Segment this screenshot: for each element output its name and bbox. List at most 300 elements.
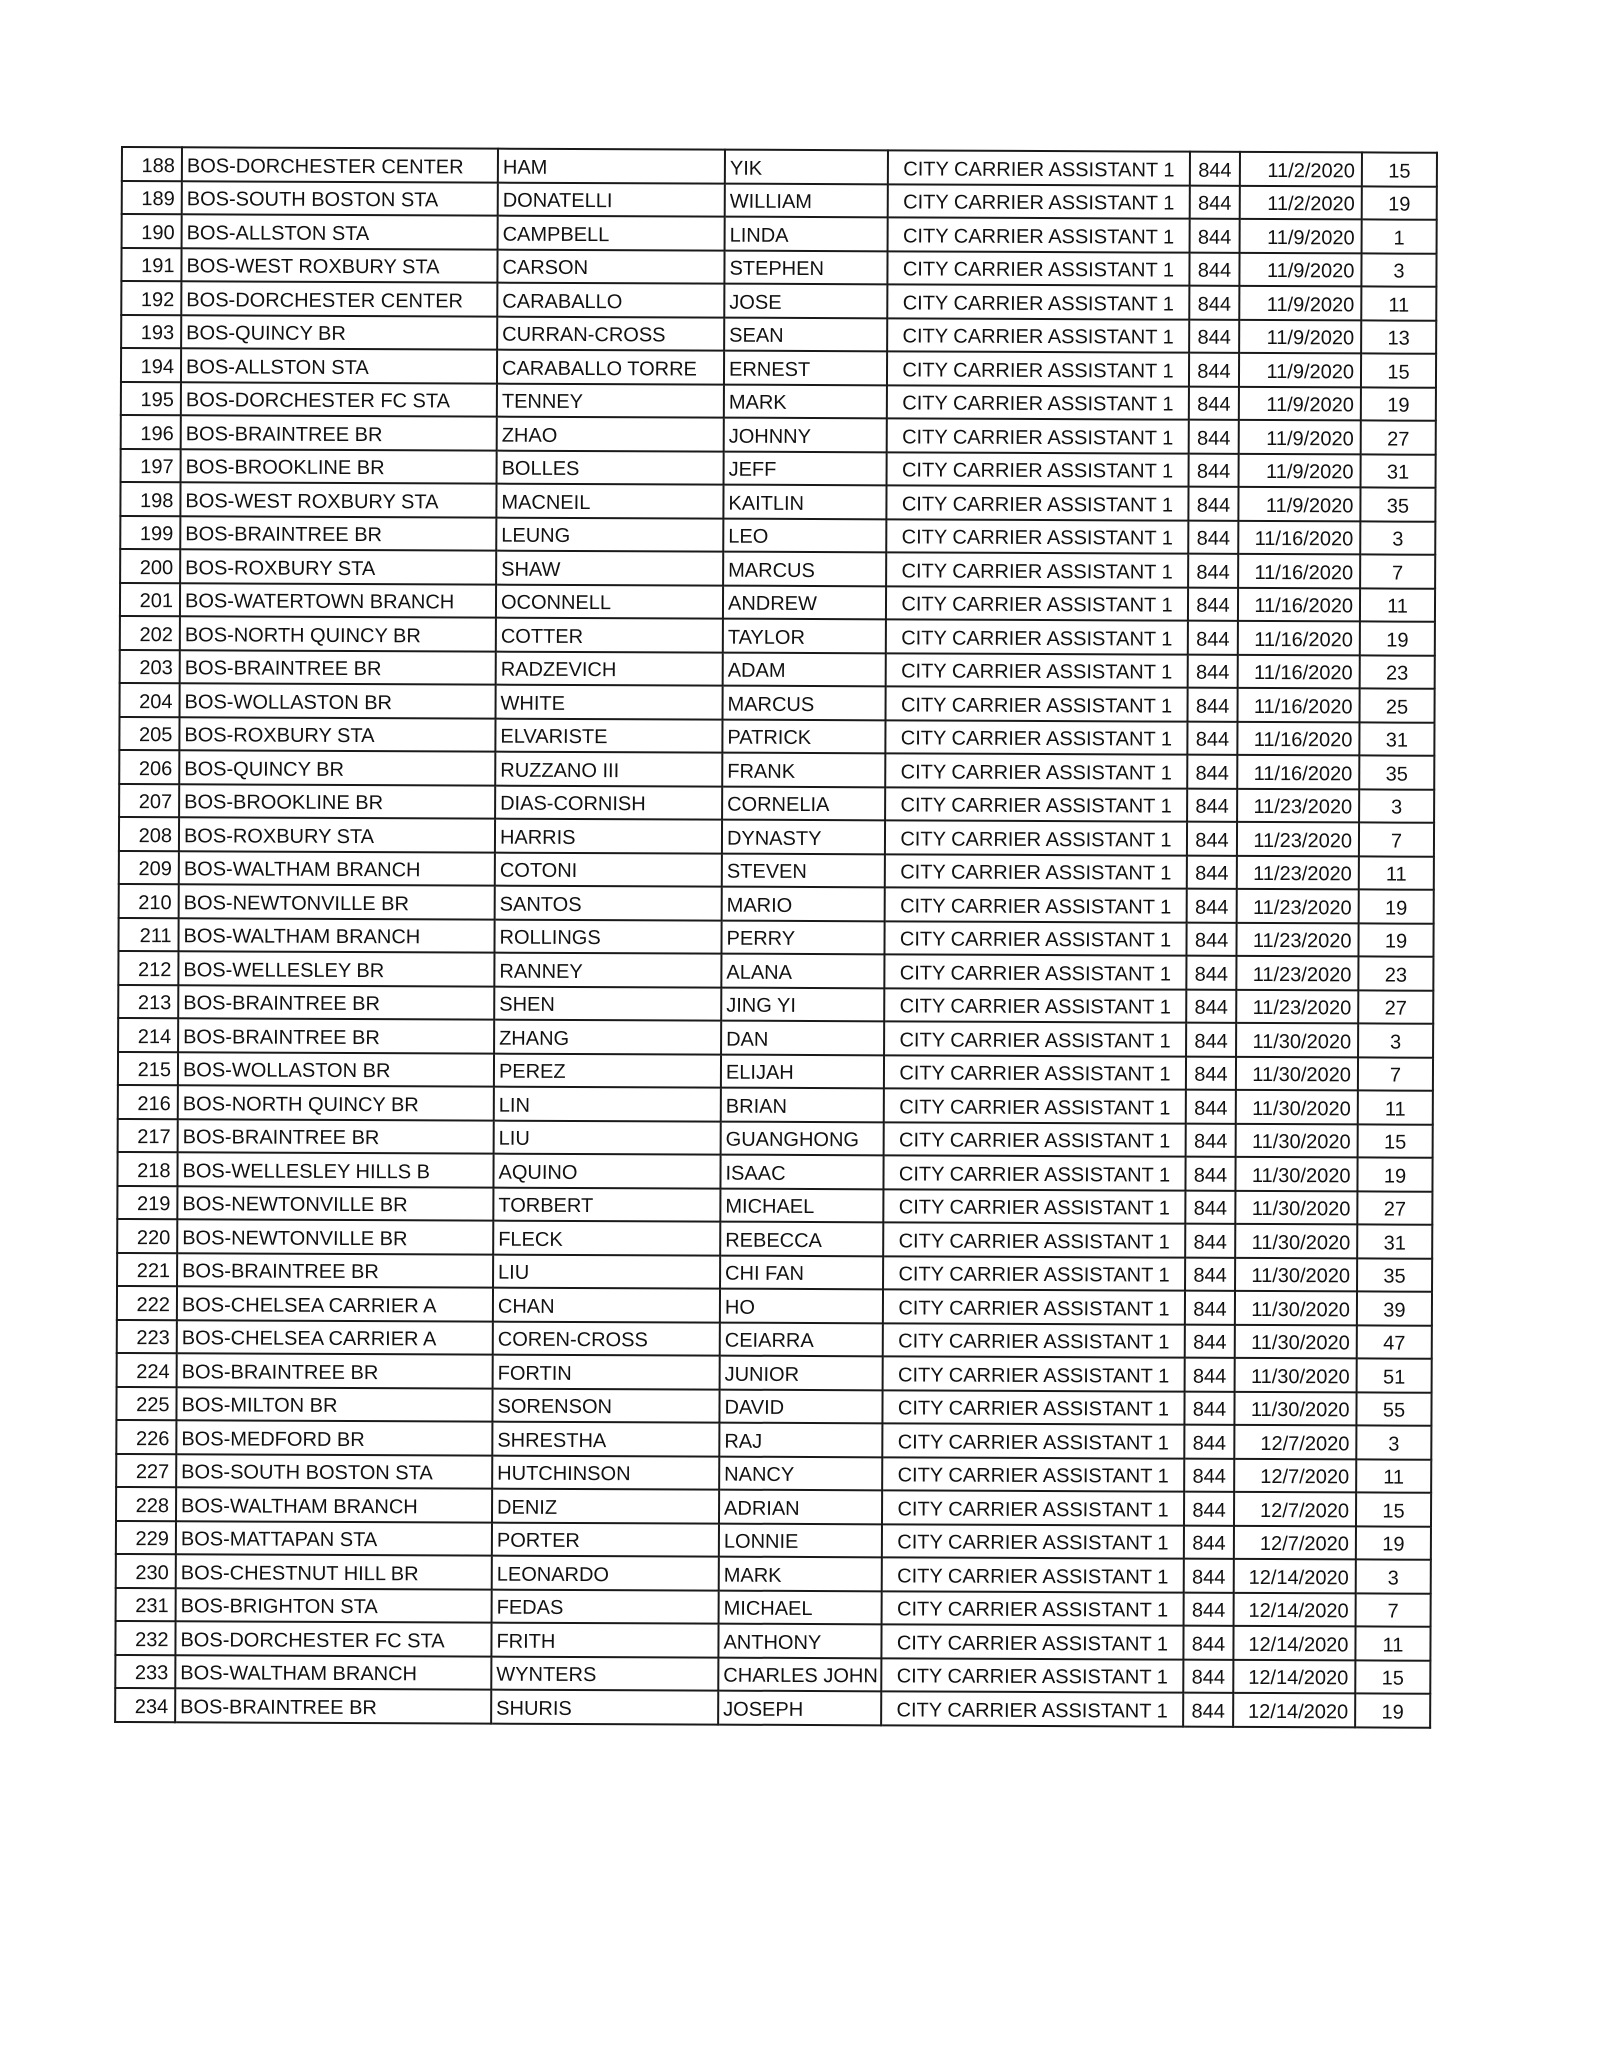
first-name-cell: ADRIAN — [719, 1490, 882, 1524]
table-row — [117, 1353, 1432, 1392]
row-number-cell: 215 — [118, 1051, 178, 1085]
number-cell: 19 — [1361, 387, 1436, 421]
row-number-cell: 231 — [116, 1587, 176, 1621]
first-name-cell: FRANK — [722, 753, 885, 787]
position-cell: CITY CARRIER ASSISTANT 1 — [887, 452, 1189, 487]
position-cell: CITY CARRIER ASSISTANT 1 — [886, 586, 1188, 621]
last-name-cell: CHAN — [493, 1288, 720, 1322]
last-name-cell: LEUNG — [496, 517, 723, 551]
office-cell: BOS-ROXBURY STA — [180, 549, 496, 584]
first-name-cell: ANDREW — [723, 585, 886, 619]
number-cell: 15 — [1356, 1492, 1431, 1526]
number-cell: 19 — [1360, 621, 1435, 655]
office-cell: BOS-DORCHESTER FC STA — [181, 382, 497, 417]
first-name-cell: PATRICK — [722, 719, 885, 753]
first-name-cell: MARIO — [722, 887, 885, 921]
row-number-cell: 190 — [122, 214, 182, 248]
table-row — [119, 750, 1434, 789]
date-cell: 11/9/2020 — [1239, 353, 1361, 387]
first-name-cell: JING YI — [721, 987, 884, 1021]
office-cell: BOS-BRAINTREE BR — [180, 516, 496, 551]
number-cell: 39 — [1357, 1291, 1432, 1325]
office-cell: BOS-CHELSEA CARRIER A — [177, 1286, 493, 1321]
date-cell: 11/16/2020 — [1238, 621, 1360, 655]
last-name-cell: MACNEIL — [496, 484, 723, 518]
last-name-cell: BOLLES — [497, 450, 724, 484]
code-cell: 844 — [1186, 956, 1236, 990]
code-cell: 844 — [1187, 889, 1237, 923]
position-cell: CITY CARRIER ASSISTANT 1 — [886, 552, 1188, 587]
office-cell: BOS-WALTHAM BRANCH — [175, 1655, 491, 1690]
date-cell: 11/2/2020 — [1240, 152, 1362, 186]
position-cell: CITY CARRIER ASSISTANT 1 — [882, 1423, 1184, 1458]
date-cell: 12/14/2020 — [1233, 1626, 1355, 1660]
table-row — [119, 884, 1434, 923]
last-name-cell: COTONI — [495, 852, 722, 886]
code-cell: 844 — [1184, 1391, 1234, 1425]
date-cell: 11/16/2020 — [1238, 654, 1360, 688]
row-number-cell: 224 — [117, 1353, 177, 1387]
code-cell: 844 — [1186, 989, 1236, 1023]
number-cell: 15 — [1358, 1124, 1433, 1158]
position-cell: CITY CARRIER ASSISTANT 1 — [882, 1390, 1184, 1425]
office-cell: BOS-ALLSTON STA — [181, 348, 497, 383]
number-cell: 15 — [1355, 1660, 1430, 1694]
table-row — [116, 1420, 1431, 1459]
date-cell: 12/7/2020 — [1234, 1458, 1356, 1492]
row-number-cell: 202 — [120, 616, 180, 650]
row-number-cell: 205 — [119, 716, 179, 750]
number-cell: 7 — [1359, 822, 1434, 856]
last-name-cell: COREN-CROSS — [493, 1321, 720, 1355]
number-cell: 3 — [1358, 1023, 1433, 1057]
date-cell: 11/16/2020 — [1238, 587, 1360, 621]
position-cell: CITY CARRIER ASSISTANT 1 — [884, 1055, 1186, 1090]
position-cell: CITY CARRIER ASSISTANT 1 — [886, 619, 1188, 654]
first-name-cell: STEPHEN — [724, 250, 887, 284]
code-cell: 844 — [1187, 855, 1237, 889]
code-cell: 844 — [1187, 822, 1237, 856]
first-name-cell: ANTHONY — [718, 1624, 881, 1658]
office-cell: BOS-NEWTONVILLE BR — [177, 1186, 493, 1221]
last-name-cell: ZHAO — [497, 417, 724, 451]
table-row — [121, 415, 1436, 454]
last-name-cell: HAM — [498, 149, 725, 183]
office-cell: BOS-NORTH QUINCY BR — [178, 1085, 494, 1120]
code-cell: 844 — [1188, 587, 1238, 621]
row-number-cell: 214 — [118, 1018, 178, 1052]
first-name-cell: STEVEN — [722, 853, 885, 887]
date-cell: 11/9/2020 — [1239, 286, 1361, 320]
code-cell: 844 — [1185, 1224, 1235, 1258]
number-cell: 7 — [1358, 1057, 1433, 1091]
number-cell: 11 — [1359, 856, 1434, 890]
code-cell: 844 — [1187, 788, 1237, 822]
position-cell: CITY CARRIER ASSISTANT 1 — [887, 284, 1189, 319]
last-name-cell: RUZZANO III — [495, 752, 722, 786]
row-number-cell: 196 — [121, 415, 181, 449]
date-cell: 11/16/2020 — [1238, 688, 1360, 722]
code-cell: 844 — [1187, 721, 1237, 755]
table-row — [120, 616, 1435, 655]
row-number-cell: 198 — [120, 482, 180, 516]
office-cell: BOS-BRAINTREE BR — [181, 415, 497, 450]
number-cell: 19 — [1357, 1157, 1432, 1191]
code-cell: 844 — [1188, 688, 1238, 722]
table-row — [118, 1085, 1433, 1124]
code-cell: 844 — [1188, 554, 1238, 588]
last-name-cell: CARABALLO — [497, 283, 724, 317]
table-row — [115, 1621, 1430, 1660]
table-row — [117, 1185, 1432, 1224]
row-number-cell: 212 — [118, 951, 178, 985]
table-row — [116, 1587, 1431, 1626]
position-cell: CITY CARRIER ASSISTANT 1 — [882, 1490, 1184, 1525]
office-cell: BOS-WOLLASTON BR — [178, 1052, 494, 1087]
table-row — [116, 1487, 1431, 1526]
table-body — [115, 147, 1437, 1727]
table-row — [119, 783, 1434, 822]
office-cell: BOS-WEST ROXBURY STA — [180, 482, 496, 517]
row-number-cell: 189 — [122, 181, 182, 215]
first-name-cell: MARCUS — [723, 686, 886, 720]
first-name-cell: BRIAN — [721, 1088, 884, 1122]
first-name-cell: GUANGHONG — [721, 1121, 884, 1155]
office-cell: BOS-DORCHESTER FC STA — [175, 1621, 491, 1656]
last-name-cell: FLECK — [493, 1221, 720, 1255]
code-cell: 844 — [1183, 1626, 1233, 1660]
number-cell: 47 — [1357, 1325, 1432, 1359]
position-cell: CITY CARRIER ASSISTANT 1 — [882, 1524, 1184, 1559]
position-cell: CITY CARRIER ASSISTANT 1 — [883, 1222, 1185, 1257]
last-name-cell: COTTER — [496, 618, 723, 652]
last-name-cell: SANTOS — [495, 886, 722, 920]
position-cell: CITY CARRIER ASSISTANT 1 — [887, 251, 1189, 286]
position-cell: CITY CARRIER ASSISTANT 1 — [888, 184, 1190, 219]
row-number-cell: 233 — [115, 1654, 175, 1688]
row-number-cell: 232 — [115, 1621, 175, 1655]
office-cell: BOS-MEDFORD BR — [176, 1420, 492, 1455]
office-cell: BOS-BROOKLINE BR — [181, 449, 497, 484]
position-cell: CITY CARRIER ASSISTANT 1 — [884, 921, 1186, 956]
first-name-cell: MARK — [724, 384, 887, 418]
table-row — [117, 1319, 1432, 1358]
last-name-cell: RADZEVICH — [496, 651, 723, 685]
date-cell: 11/30/2020 — [1235, 1224, 1357, 1258]
row-number-cell: 201 — [120, 583, 180, 617]
number-cell: 35 — [1360, 487, 1435, 521]
row-number-cell: 209 — [119, 850, 179, 884]
table-row — [115, 1688, 1430, 1727]
table-row — [119, 716, 1434, 755]
date-cell: 11/30/2020 — [1234, 1391, 1356, 1425]
office-cell: BOS-BRAINTREE BR — [180, 650, 496, 685]
table-row — [118, 917, 1433, 956]
position-cell: CITY CARRIER ASSISTANT 1 — [881, 1658, 1183, 1693]
position-cell: CITY CARRIER ASSISTANT 1 — [886, 485, 1188, 520]
code-cell: 844 — [1186, 1023, 1236, 1057]
position-cell: CITY CARRIER ASSISTANT 1 — [888, 217, 1190, 252]
table-row — [120, 482, 1435, 521]
position-cell: CITY CARRIER ASSISTANT 1 — [886, 653, 1188, 688]
date-cell: 11/30/2020 — [1236, 1023, 1358, 1057]
table-row — [115, 1654, 1430, 1693]
code-cell: 844 — [1188, 654, 1238, 688]
date-cell: 11/16/2020 — [1238, 554, 1360, 588]
date-cell: 11/23/2020 — [1236, 956, 1358, 990]
first-name-cell: LINDA — [725, 217, 888, 251]
position-cell: CITY CARRIER ASSISTANT 1 — [885, 787, 1187, 822]
table-row — [122, 214, 1437, 253]
last-name-cell: HUTCHINSON — [492, 1455, 719, 1489]
position-cell: CITY CARRIER ASSISTANT 1 — [883, 1189, 1185, 1224]
first-name-cell: ALANA — [721, 954, 884, 988]
number-cell: 11 — [1358, 1090, 1433, 1124]
last-name-cell: TORBERT — [493, 1187, 720, 1221]
position-cell: CITY CARRIER ASSISTANT 1 — [883, 1289, 1185, 1324]
number-cell: 13 — [1361, 320, 1436, 354]
first-name-cell: HO — [720, 1289, 883, 1323]
code-cell: 844 — [1184, 1525, 1234, 1559]
table-row — [122, 147, 1437, 186]
office-cell: BOS-WELLESLEY HILLS B — [177, 1152, 493, 1187]
table-row — [121, 248, 1436, 287]
last-name-cell: SORENSON — [492, 1388, 719, 1422]
last-name-cell: CAMPBELL — [498, 216, 725, 250]
code-cell: 844 — [1189, 353, 1239, 387]
table-row — [118, 1118, 1433, 1157]
number-cell: 11 — [1355, 1626, 1430, 1660]
table-row — [118, 1051, 1433, 1090]
date-cell: 11/9/2020 — [1239, 252, 1361, 286]
date-cell: 11/30/2020 — [1235, 1190, 1357, 1224]
table-row — [120, 549, 1435, 588]
date-cell: 11/9/2020 — [1239, 420, 1361, 454]
office-cell: BOS-SOUTH BOSTON STA — [176, 1454, 492, 1489]
first-name-cell: ISAAC — [720, 1155, 883, 1189]
date-cell: 11/23/2020 — [1237, 822, 1359, 856]
table-row — [118, 951, 1433, 990]
date-cell: 11/9/2020 — [1240, 219, 1362, 253]
office-cell: BOS-WALTHAM BRANCH — [179, 851, 495, 886]
table-row — [118, 984, 1433, 1023]
first-name-cell: MARCUS — [723, 552, 886, 586]
number-cell: 7 — [1356, 1593, 1431, 1627]
code-cell: 844 — [1190, 219, 1240, 253]
code-cell: 844 — [1185, 1190, 1235, 1224]
last-name-cell: ELVARISTE — [495, 718, 722, 752]
row-number-cell: 191 — [121, 248, 181, 282]
position-cell: CITY CARRIER ASSISTANT 1 — [881, 1691, 1183, 1726]
position-cell: CITY CARRIER ASSISTANT 1 — [888, 150, 1190, 185]
office-cell: BOS-DORCHESTER CENTER — [181, 281, 497, 316]
date-cell: 12/7/2020 — [1234, 1425, 1356, 1459]
table-row — [117, 1152, 1432, 1191]
date-cell: 11/23/2020 — [1236, 922, 1358, 956]
code-cell: 844 — [1189, 453, 1239, 487]
number-cell: 31 — [1359, 722, 1434, 756]
office-cell: BOS-SOUTH BOSTON STA — [182, 181, 498, 216]
position-cell: CITY CARRIER ASSISTANT 1 — [887, 351, 1189, 386]
first-name-cell: JEFF — [724, 451, 887, 485]
date-cell: 11/16/2020 — [1237, 721, 1359, 755]
date-cell: 11/30/2020 — [1236, 1090, 1358, 1124]
office-cell: BOS-BRAINTREE BR — [178, 1018, 494, 1053]
code-cell: 844 — [1186, 922, 1236, 956]
row-number-cell: 221 — [117, 1252, 177, 1286]
office-cell: BOS-WALTHAM BRANCH — [176, 1487, 492, 1522]
code-cell: 844 — [1184, 1592, 1234, 1626]
number-cell: 3 — [1361, 253, 1436, 287]
row-number-cell: 195 — [121, 382, 181, 416]
office-cell: BOS-NEWTONVILLE BR — [179, 884, 495, 919]
row-number-cell: 234 — [115, 1688, 175, 1722]
table-row — [121, 382, 1436, 421]
first-name-cell: MARK — [719, 1557, 882, 1591]
date-cell: 11/9/2020 — [1239, 319, 1361, 353]
code-cell: 844 — [1189, 252, 1239, 286]
row-number-cell: 213 — [118, 984, 178, 1018]
row-number-cell: 216 — [118, 1085, 178, 1119]
row-number-cell: 197 — [121, 449, 181, 483]
office-cell: BOS-BRAINTREE BR — [175, 1688, 491, 1723]
office-cell: BOS-BRAINTREE BR — [178, 1119, 494, 1154]
position-cell: CITY CARRIER ASSISTANT 1 — [882, 1557, 1184, 1592]
row-number-cell: 207 — [119, 783, 179, 817]
last-name-cell: ROLLINGS — [494, 919, 721, 953]
table-row — [119, 817, 1434, 856]
number-cell: 15 — [1361, 353, 1436, 387]
position-cell: CITY CARRIER ASSISTANT 1 — [886, 686, 1188, 721]
row-number-cell: 188 — [122, 147, 182, 181]
number-cell: 51 — [1357, 1358, 1432, 1392]
row-number-cell: 229 — [116, 1520, 176, 1554]
number-cell: 15 — [1362, 152, 1437, 186]
row-number-cell: 222 — [117, 1286, 177, 1320]
row-number-cell: 223 — [117, 1319, 177, 1353]
office-cell: BOS-DORCHESTER CENTER — [182, 147, 498, 182]
number-cell: 19 — [1362, 186, 1437, 220]
last-name-cell: DENIZ — [492, 1489, 719, 1523]
date-cell: 11/30/2020 — [1236, 1123, 1358, 1157]
first-name-cell: DYNASTY — [722, 820, 885, 854]
row-number-cell: 193 — [121, 315, 181, 349]
first-name-cell: MICHAEL — [719, 1590, 882, 1624]
last-name-cell: WHITE — [496, 685, 723, 719]
first-name-cell: PERRY — [721, 920, 884, 954]
last-name-cell: TENNEY — [497, 383, 724, 417]
last-name-cell: SHEN — [494, 986, 721, 1020]
date-cell: 12/7/2020 — [1234, 1492, 1356, 1526]
office-cell: BOS-NORTH QUINCY BR — [180, 616, 496, 651]
position-cell: CITY CARRIER ASSISTANT 1 — [884, 1088, 1186, 1123]
office-cell: BOS-BRAINTREE BR — [177, 1253, 493, 1288]
position-cell: CITY CARRIER ASSISTANT 1 — [885, 854, 1187, 889]
first-name-cell: YIK — [725, 150, 888, 184]
first-name-cell: JUNIOR — [720, 1356, 883, 1390]
date-cell: 11/9/2020 — [1239, 386, 1361, 420]
first-name-cell: ADAM — [723, 652, 886, 686]
first-name-cell: SEAN — [724, 317, 887, 351]
last-name-cell: SHRESTHA — [492, 1422, 719, 1456]
office-cell: BOS-WALTHAM BRANCH — [178, 918, 494, 953]
position-cell: CITY CARRIER ASSISTANT 1 — [885, 753, 1187, 788]
office-cell: BOS-BRAINTREE BR — [177, 1353, 493, 1388]
date-cell: 11/23/2020 — [1237, 855, 1359, 889]
office-cell: BOS-QUINCY BR — [179, 750, 495, 785]
number-cell: 19 — [1358, 923, 1433, 957]
office-cell: BOS-CHESTNUT HILL BR — [176, 1554, 492, 1589]
row-number-cell: 203 — [120, 649, 180, 683]
first-name-cell: CORNELIA — [722, 786, 885, 820]
number-cell: 11 — [1360, 588, 1435, 622]
code-cell: 844 — [1183, 1693, 1233, 1727]
code-cell: 844 — [1186, 1123, 1236, 1157]
code-cell: 844 — [1185, 1291, 1235, 1325]
position-cell: CITY CARRIER ASSISTANT 1 — [882, 1591, 1184, 1626]
number-cell: 35 — [1357, 1258, 1432, 1292]
position-cell: CITY CARRIER ASSISTANT 1 — [884, 988, 1186, 1023]
first-name-cell: ELIJAH — [721, 1054, 884, 1088]
position-cell: CITY CARRIER ASSISTANT 1 — [884, 1122, 1186, 1157]
row-number-cell: 210 — [119, 884, 179, 918]
row-number-cell: 227 — [116, 1453, 176, 1487]
last-name-cell: PORTER — [492, 1522, 719, 1556]
table-row — [121, 315, 1436, 354]
table-row — [121, 449, 1436, 488]
code-cell: 844 — [1186, 1090, 1236, 1124]
office-cell: BOS-WEST ROXBURY STA — [181, 248, 497, 283]
row-number-cell: 199 — [120, 516, 180, 550]
first-name-cell: REBECCA — [720, 1222, 883, 1256]
row-number-cell: 228 — [116, 1487, 176, 1521]
position-cell: CITY CARRIER ASSISTANT 1 — [886, 519, 1188, 554]
date-cell: 11/23/2020 — [1237, 788, 1359, 822]
code-cell: 844 — [1186, 1056, 1236, 1090]
date-cell: 11/30/2020 — [1235, 1257, 1357, 1291]
last-name-cell: FEDAS — [492, 1589, 719, 1623]
number-cell: 25 — [1359, 688, 1434, 722]
first-name-cell: CEIARRA — [720, 1322, 883, 1356]
last-name-cell: CARSON — [497, 249, 724, 283]
row-number-cell: 204 — [120, 683, 180, 717]
number-cell: 7 — [1360, 554, 1435, 588]
first-name-cell: CHI FAN — [720, 1255, 883, 1289]
date-cell: 11/30/2020 — [1235, 1324, 1357, 1358]
row-number-cell: 217 — [118, 1118, 178, 1152]
code-cell: 844 — [1187, 755, 1237, 789]
row-number-cell: 206 — [119, 750, 179, 784]
last-name-cell: ZHANG — [494, 1020, 721, 1054]
date-cell: 11/9/2020 — [1239, 453, 1361, 487]
table-row — [117, 1286, 1432, 1325]
code-cell: 844 — [1189, 420, 1239, 454]
code-cell: 844 — [1183, 1659, 1233, 1693]
date-cell: 11/23/2020 — [1236, 989, 1358, 1023]
office-cell: BOS-WATERTOWN BRANCH — [180, 583, 496, 618]
code-cell: 844 — [1184, 1559, 1234, 1593]
row-number-cell: 225 — [116, 1386, 176, 1420]
table-row — [122, 181, 1437, 220]
number-cell: 11 — [1356, 1459, 1431, 1493]
table-row — [121, 281, 1436, 320]
first-name-cell: KAITLIN — [723, 485, 886, 519]
number-cell: 1 — [1362, 219, 1437, 253]
row-number-cell: 218 — [117, 1152, 177, 1186]
number-cell: 55 — [1356, 1392, 1431, 1426]
first-name-cell: JOHNNY — [724, 418, 887, 452]
last-name-cell: CARABALLO TORRE — [497, 350, 724, 384]
